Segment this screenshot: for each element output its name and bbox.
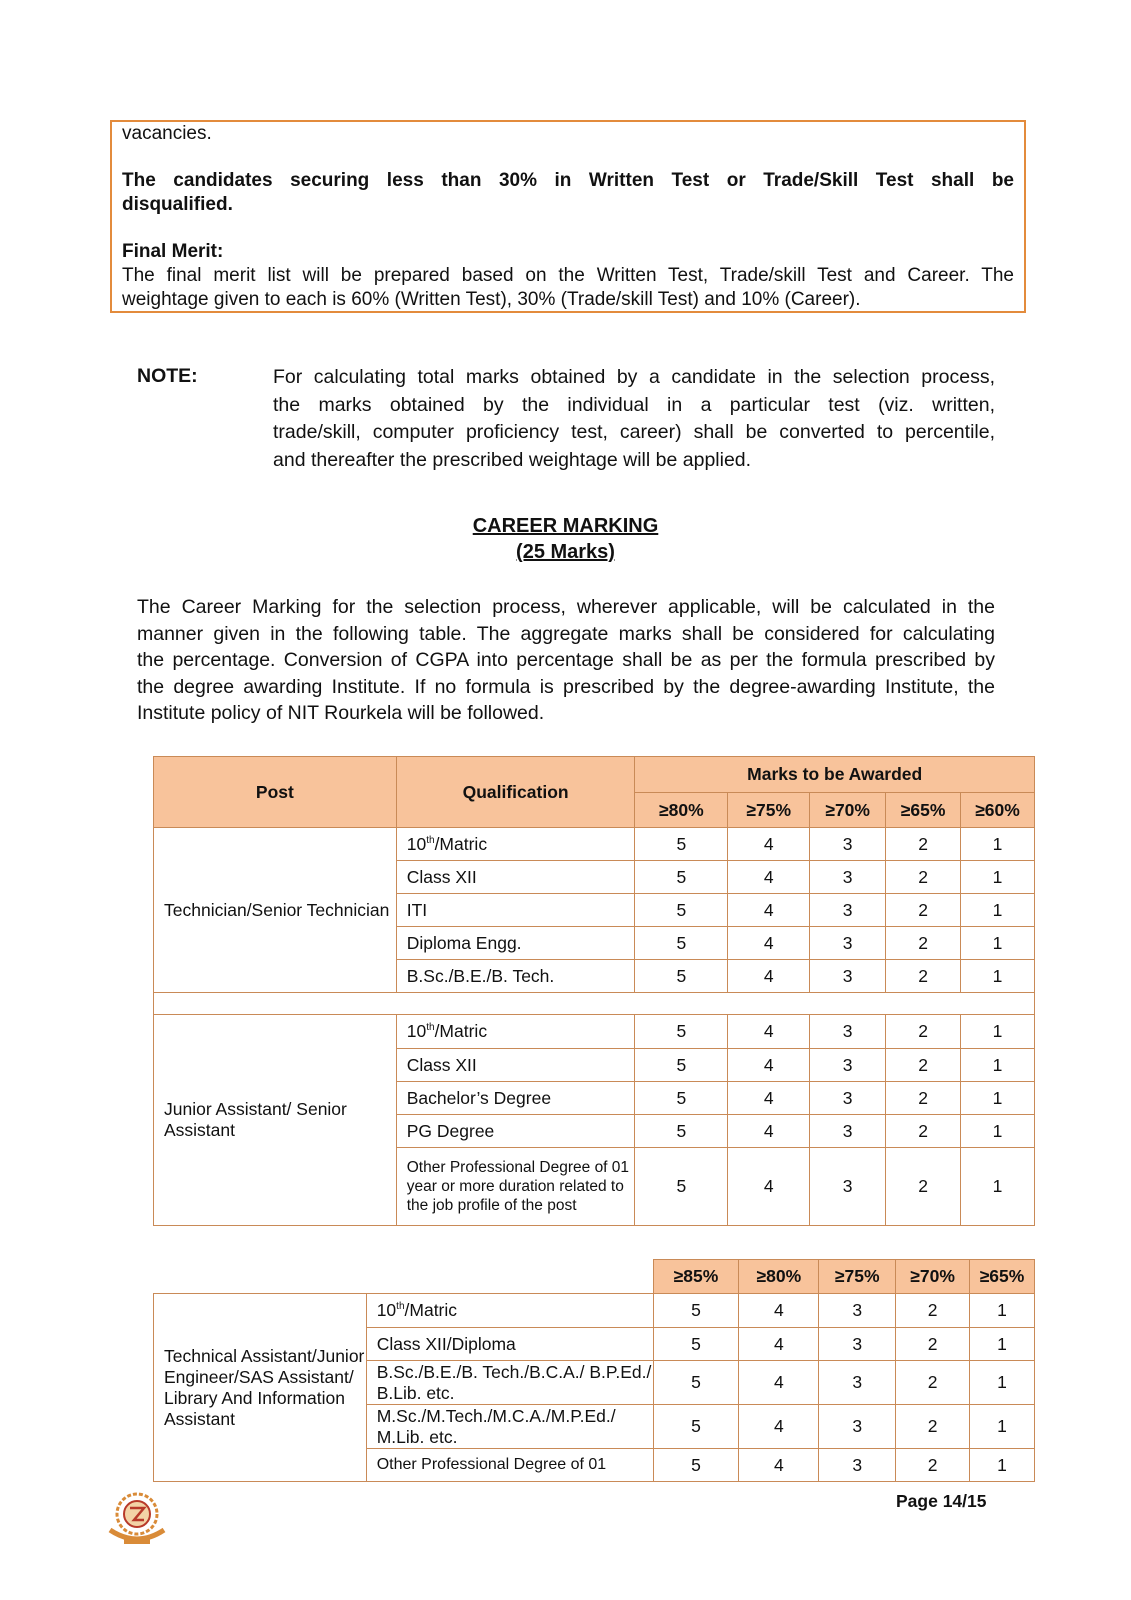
disqualify-text-line1: The candidates securing less than 30% in Written Test or Trade/Skill Test shall be (122, 170, 1014, 191)
mark-cell: 3 (819, 1361, 896, 1405)
header-post: Post (154, 757, 397, 828)
qualification-cell: Diploma Engg. (396, 927, 635, 960)
mark-cell: 1 (970, 1405, 1035, 1449)
mark-cell: 4 (728, 1049, 810, 1082)
qualification-cell: 10th/Matric (366, 1294, 653, 1328)
mark-cell: 1 (961, 861, 1035, 894)
disqualify-text-line2: disqualified. (122, 194, 233, 215)
mark-cell: 5 (653, 1449, 739, 1482)
threshold-header: ≥60% (961, 793, 1035, 828)
mark-cell: 2 (896, 1294, 970, 1328)
mark-cell: 2 (886, 1082, 961, 1115)
mark-cell: 5 (653, 1328, 739, 1361)
table-row (154, 1294, 1035, 1328)
note-line: For calculating total marks obtained by a candidate in the selection process, (273, 366, 995, 388)
mark-cell: 5 (635, 1015, 728, 1049)
mark-cell: 1 (970, 1294, 1035, 1328)
page-number: Page 14/15 (896, 1491, 987, 1511)
mark-cell: 5 (635, 960, 728, 993)
intro-paragraph (137, 594, 995, 727)
box-vacancies-text: vacancies. (122, 123, 212, 144)
note-label: NOTE: (137, 365, 198, 387)
merit-info-box (110, 120, 1026, 313)
qualification-cell: PG Degree (396, 1115, 635, 1148)
mark-cell: 1 (961, 828, 1035, 861)
mark-cell: 4 (728, 960, 810, 993)
intro-line: the percentage. Conversion of CGPA into percentage shall be as per the formula prescribed by (137, 649, 995, 671)
mark-cell: 4 (739, 1328, 819, 1361)
mark-cell: 1 (961, 894, 1035, 927)
mark-cell: 4 (739, 1361, 819, 1405)
note-line: trade/skill, computer proficiency test, career) shall be converted to percentile, (273, 421, 995, 443)
mark-cell: 3 (819, 1294, 896, 1328)
intro-line: the degree awarding Institute. If no formula is prescribed by the degree-awarding Institute, the (137, 675, 995, 698)
qualification-cell: Class XII (396, 861, 635, 894)
qualification-cell: B.Sc./B.E./B. Tech./B.C.A./ B.P.Ed./ B.Lib. etc. (366, 1361, 653, 1405)
mark-cell: 4 (728, 1115, 810, 1148)
note-text (273, 364, 995, 474)
mark-cell: 4 (728, 894, 810, 927)
mark-cell: 3 (819, 1405, 896, 1449)
section-subtitle: (25 Marks) (516, 541, 615, 563)
mark-cell: 5 (635, 861, 728, 894)
threshold-header: ≥80% (635, 793, 728, 828)
mark-cell: 3 (810, 1082, 886, 1115)
mark-cell: 1 (961, 960, 1035, 993)
qualification-cell: Class XII (396, 1049, 635, 1082)
mark-cell: 3 (819, 1328, 896, 1361)
mark-cell: 5 (653, 1361, 739, 1405)
qualification-cell: ITI (396, 894, 635, 927)
mark-cell: 3 (810, 1015, 886, 1049)
mark-cell: 4 (728, 828, 810, 861)
mark-cell: 1 (961, 1115, 1035, 1148)
qualification-cell: Class XII/Diploma (366, 1328, 653, 1361)
career-marking-table-1 (153, 756, 1035, 1226)
table-row (154, 828, 1035, 861)
mark-cell: 5 (653, 1294, 739, 1328)
note-line: and thereafter the prescribed weightage will be applied. (273, 448, 752, 471)
final-merit-title: Final Merit: (122, 241, 224, 262)
mark-cell: 5 (635, 1115, 728, 1148)
mark-cell: 2 (886, 960, 961, 993)
mark-cell: 1 (961, 1015, 1035, 1049)
mark-cell: 3 (810, 1049, 886, 1082)
career-marking-table-2 (153, 1259, 1035, 1482)
qualification-cell: B.Sc./B.E./B. Tech. (396, 960, 635, 993)
mark-cell: 2 (886, 894, 961, 927)
mark-cell: 4 (739, 1294, 819, 1328)
mark-cell: 1 (961, 927, 1035, 960)
mark-cell: 2 (886, 861, 961, 894)
mark-cell: 2 (886, 1049, 961, 1082)
mark-cell: 5 (635, 894, 728, 927)
header-marks-to-be-awarded: Marks to be Awarded (635, 757, 1035, 793)
mark-cell: 3 (819, 1449, 896, 1482)
table-row (154, 1015, 1035, 1049)
note-line: the marks obtained by the individual in a particular test (viz. written, (273, 393, 995, 416)
mark-cell: 1 (970, 1328, 1035, 1361)
section-title: CAREER MARKING (472, 515, 659, 537)
mark-cell: 2 (886, 828, 961, 861)
empty-header-cell (366, 1260, 653, 1294)
mark-cell: 1 (970, 1449, 1035, 1482)
mark-cell: 4 (728, 1015, 810, 1049)
threshold-header: ≥70% (896, 1260, 970, 1294)
mark-cell: 3 (810, 894, 886, 927)
post-cell: Technical Assistant/Junior Engineer/SAS Assistant/ Library And Information Assistant (154, 1294, 367, 1482)
mark-cell: 2 (886, 1115, 961, 1148)
mark-cell: 5 (635, 1148, 728, 1226)
mark-cell: 4 (739, 1405, 819, 1449)
mark-cell: 5 (635, 1082, 728, 1115)
mark-cell: 4 (728, 927, 810, 960)
qualification-cell: 10th/Matric (396, 828, 635, 861)
mark-cell: 5 (635, 927, 728, 960)
threshold-header: ≥65% (886, 793, 961, 828)
mark-cell: 2 (896, 1405, 970, 1449)
nit-rourkela-logo-icon (104, 1490, 170, 1546)
mark-cell: 3 (810, 861, 886, 894)
mark-cell: 5 (635, 828, 728, 861)
intro-line: The Career Marking for the selection process, wherever applicable, will be calculated in the (137, 596, 995, 618)
mark-cell: 4 (728, 1148, 810, 1226)
threshold-header: ≥80% (739, 1260, 819, 1294)
post-cell: Technician/Senior Technician (154, 828, 397, 993)
mark-cell: 3 (810, 960, 886, 993)
mark-cell: 5 (653, 1405, 739, 1449)
threshold-header: ≥75% (728, 793, 810, 828)
qualification-cell: Other Professional Degree of 01 year or more duration related to the job profile of the post (396, 1148, 635, 1226)
intro-line: Institute policy of NIT Rourkela will be followed. (137, 702, 545, 724)
qualification-cell: Bachelor’s Degree (396, 1082, 635, 1115)
header-qualification: Qualification (396, 757, 635, 828)
mark-cell: 1 (961, 1148, 1035, 1226)
mark-cell: 3 (810, 1148, 886, 1226)
qualification-cell: Other Professional Degree of 01 (366, 1449, 653, 1482)
mark-cell: 2 (896, 1328, 970, 1361)
qualification-cell: 10th/Matric (396, 1015, 635, 1049)
intro-line: manner given in the following table. The aggregate marks shall be considered for calculating (137, 622, 995, 645)
final-merit-line2: weightage given to each is 60% (Written Test), 30% (Trade/skill Test) and 10% (Career). (122, 289, 861, 310)
mark-cell: 2 (886, 1148, 961, 1226)
mark-cell: 3 (810, 927, 886, 960)
final-merit-line1: The final merit list will be prepared based on the Written Test, Trade/skill Test and Career. The (122, 265, 1014, 286)
threshold-header: ≥65% (970, 1260, 1035, 1294)
empty-header-cell (154, 1260, 367, 1294)
mark-cell: 4 (739, 1449, 819, 1482)
mark-cell: 5 (635, 1049, 728, 1082)
mark-cell: 1 (961, 1082, 1035, 1115)
mark-cell: 4 (728, 1082, 810, 1115)
threshold-header: ≥75% (819, 1260, 896, 1294)
mark-cell: 3 (810, 828, 886, 861)
mark-cell: 2 (886, 1015, 961, 1049)
mark-cell: 1 (961, 1049, 1035, 1082)
mark-cell: 2 (896, 1361, 970, 1405)
spacer-cell (154, 993, 1035, 1015)
mark-cell: 2 (896, 1449, 970, 1482)
threshold-header: ≥85% (653, 1260, 739, 1294)
post-cell: Junior Assistant/ Senior Assistant (154, 1015, 397, 1226)
mark-cell: 3 (810, 1115, 886, 1148)
mark-cell: 2 (886, 927, 961, 960)
threshold-header: ≥70% (810, 793, 886, 828)
table-spacer-row (154, 993, 1035, 1015)
qualification-cell: M.Sc./M.Tech./M.C.A./M.P.Ed./ M.Lib. etc. (366, 1405, 653, 1449)
mark-cell: 4 (728, 861, 810, 894)
mark-cell: 1 (970, 1361, 1035, 1405)
